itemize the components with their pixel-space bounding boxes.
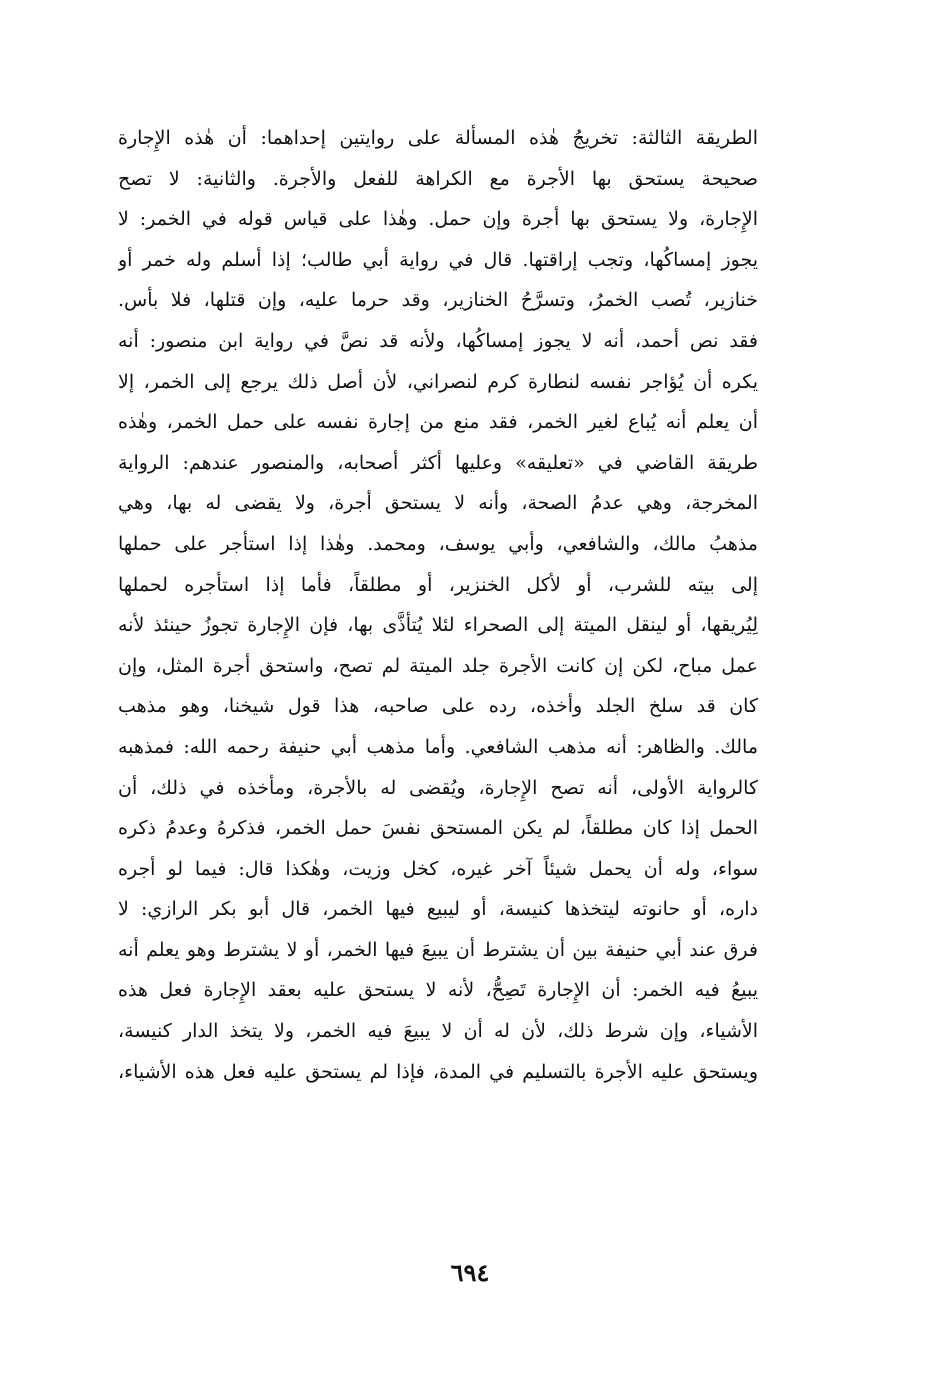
text-line: المخرجة، وهي عدمُ الصحة، وأنه لا يستحق أجرة، ولا يقضى له بها، وهي — [118, 492, 758, 515]
text-line: مذهبُ مالك، والشافعي، وأبي يوسف، ومحمد. وهٰذا إذا استأجر على حملها — [118, 532, 758, 555]
text-line: سواء، وله أن يحمل شيئاً آخر غيره، كخل وزيت، وهٰكذا قال: فيما لو أجره — [118, 857, 758, 880]
text-line: الأشياء، وإن شرط ذلك، لأن له أن لا يبيعَ فيه الخمر، ولا يتخذ الدار كنيسة، — [118, 1020, 758, 1043]
text-line: داره، أو حانوته ليتخذها كنيسة، أو ليبيع فيها الخمر، قال أبو بكر الرازي: لا — [118, 898, 758, 921]
text-line: مالك. والظاهر: أنه مذهب الشافعي. وأما مذهب أبي حنيفة رحمه الله: فمذهبه — [118, 735, 758, 758]
text-line: خنازير، تُصب الخمرُ، وتسرَّحُ الخنازير، وقد حرما عليه، وإن قتلها، فلا بأس. — [118, 289, 758, 312]
text-line: يكره أن يُؤاجر نفسه لنطارة كرم لنصراني، لأن أصل ذلك يرجع إلى الخمر، إلا — [118, 370, 758, 393]
text-line: طريقة القاضي في «تعليقه» وعليها أكثر أصحابه، والمنصور عندهم: الرواية — [118, 451, 758, 474]
text-line: فقد نص أحمد، أنه لا يجوز إمساكُها، ولأنه قد نصَّ في رواية ابن منصور: أنه — [118, 329, 758, 352]
text-line: فرق عند أبي حنيفة بين أن يشترط أن يبيعَ فيها الخمر، أو لا يشترط وهو يعلم أنه — [118, 938, 758, 961]
text-line: عمل مباح، لكن إن كانت الأجرة جلد الميتة لم تصح، واستحق أجرة المثل، وإن — [118, 654, 758, 677]
text-line: ويستحق عليه الأجرة بالتسليم في المدة، فإذا لم يستحق عليه فعل هذه الأشياء، — [118, 1060, 758, 1083]
text-line: كالرواية الأولى، أنه تصح الإِجارة، ويُقضى له بالأجرة، ومأخذه في ذلك، أن — [118, 776, 758, 799]
body-text — [118, 118, 758, 1092]
text-line: كان قد سلخ الجلد وأخذه، رده على صاحبه، هذا قول شيخنا، وهو مذهب — [118, 695, 758, 718]
text-line: أن يعلم أنه يُباع لغير الخمر، فقد منع من إجارة نفسه على حمل الخمر، وهٰذه — [118, 411, 758, 434]
text-line: الطريقة الثالثة: تخريجُ هٰذه المسألة على روايتين إحداهما: أن هٰذه الإِجارة — [118, 127, 758, 149]
text-line: يبيعُ فيه الخمر: أن الإِجارة تَصِحُّ، لأنه لا يستحق عليه بعقد الإِجارة فعل هذه — [118, 979, 758, 1002]
text-line: يجوز إمساكُها، وتجب إراقتها. قال في رواية أبي طالب؛ إذا أسلم وله خمر أو — [118, 248, 758, 271]
text-line: لِيُريقها، أو لينقل الميتة إلى الصحراء لئلا يُتأذَّى بها، فإن الإِجارة تجوزُ حينئذ لأنه — [118, 614, 758, 637]
text-line: صحيحة يستحق بها الأجرة مع الكراهة للفعل والأجرة. والثانية: لا تصح — [118, 167, 758, 190]
text-line: الإِجارة، ولا يستحق بها أجرة وإن حمل. وهٰذا على قياس قوله في الخمر: لا — [118, 208, 758, 231]
text-line: إلى بيته للشرب، أو لأكل الخنزير، أو مطلقاً، فأما إذا استأجره لحملها — [118, 573, 758, 596]
text-line: الحمل إذا كان مطلقاً، لم يكن المستحق نفسَ حمل الخمر، فذكرهُ وعدمُ ذكره — [118, 817, 758, 840]
page-number: ٦٩٤ — [450, 1258, 490, 1287]
